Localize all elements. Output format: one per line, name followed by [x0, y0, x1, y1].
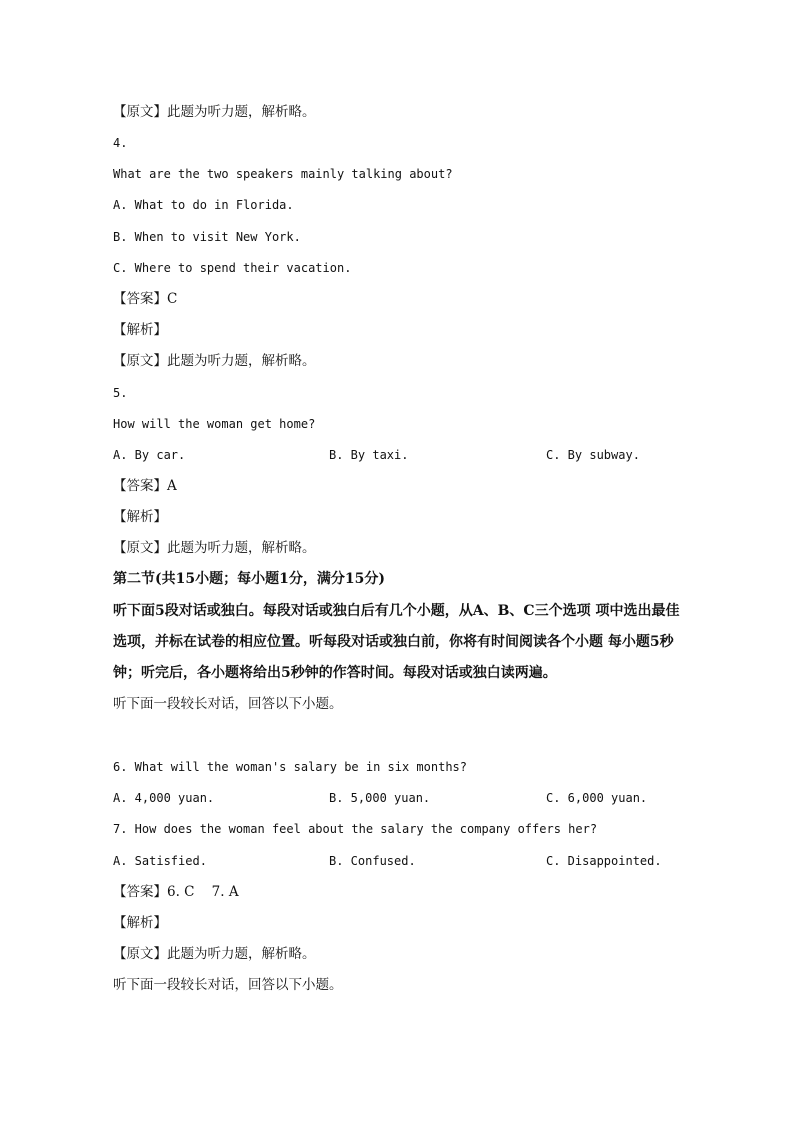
section-2-instructions-line-2: 选项，并标在试卷的相应位置。听每段对话或独白前，你将有时间阅读各个小题 每小题5秒 — [113, 634, 674, 650]
prev-original-note: 【原文】此题为听力题，解析略。 — [113, 104, 316, 120]
question-5-answer: 【答案】A — [113, 478, 177, 494]
question-5-number: 5. — [113, 386, 128, 400]
question-4-option-a: A. What to do in Florida. — [113, 198, 294, 212]
question-4-text: What are the two speakers mainly talking about? — [113, 167, 453, 181]
question-4-option-c: C. Where to spend their vacation. — [113, 261, 352, 275]
question-5-option-a: A. By car. — [113, 448, 186, 462]
question-6-text: 6. What will the woman's salary be in six months? — [113, 760, 468, 774]
question-4-number: 4. — [113, 136, 128, 150]
question-5-text: How will the woman get home? — [113, 417, 316, 431]
question-4-option-b: B. When to visit New York. — [113, 230, 301, 244]
question-6-option-b: B. 5,000 yuan. — [329, 791, 431, 805]
question-5-option-b: B. By taxi. — [329, 448, 409, 462]
question-7-option-b: B. Confused. — [329, 854, 416, 868]
question-7-option-c: C. Disappointed. — [546, 854, 662, 868]
questions-6-7-original: 【原文】此题为听力题，解析略。 — [113, 946, 316, 962]
section-2-instructions-line-3: 钟；听完后，各小题将给出5秒钟的作答时间。每段对话或独白读两遍。 — [113, 665, 557, 681]
question-5-option-c: C. By subway. — [546, 448, 640, 462]
questions-6-7-analysis: 【解析】 — [113, 915, 167, 931]
section-2-instructions-line-1: 听下面5段对话或独白。每段对话或独白后有几个小题，从A、B、C三个选项 项中选出最佳 — [113, 603, 680, 619]
section-2-heading: 第二节(共15小题；每小题1分，满分15分) — [113, 571, 385, 587]
next-dialogue-intro: 听下面一段较长对话，回答以下小题。 — [113, 977, 343, 993]
question-6-option-c: C. 6,000 yuan. — [546, 791, 648, 805]
question-7-option-a: A. Satisfied. — [113, 854, 207, 868]
questions-6-7-answer: 【答案】6. C 7. A — [113, 884, 239, 900]
question-4-original: 【原文】此题为听力题，解析略。 — [113, 353, 316, 369]
question-7-text: 7. How does the woman feel about the salary the company offers her? — [113, 822, 598, 836]
question-4-analysis: 【解析】 — [113, 322, 167, 338]
question-5-analysis: 【解析】 — [113, 509, 167, 525]
question-4-answer: 【答案】C — [113, 291, 178, 307]
section-2-intro: 听下面一段较长对话，回答以下小题。 — [113, 696, 343, 712]
question-6-option-a: A. 4,000 yuan. — [113, 791, 215, 805]
question-5-original: 【原文】此题为听力题，解析略。 — [113, 540, 316, 556]
